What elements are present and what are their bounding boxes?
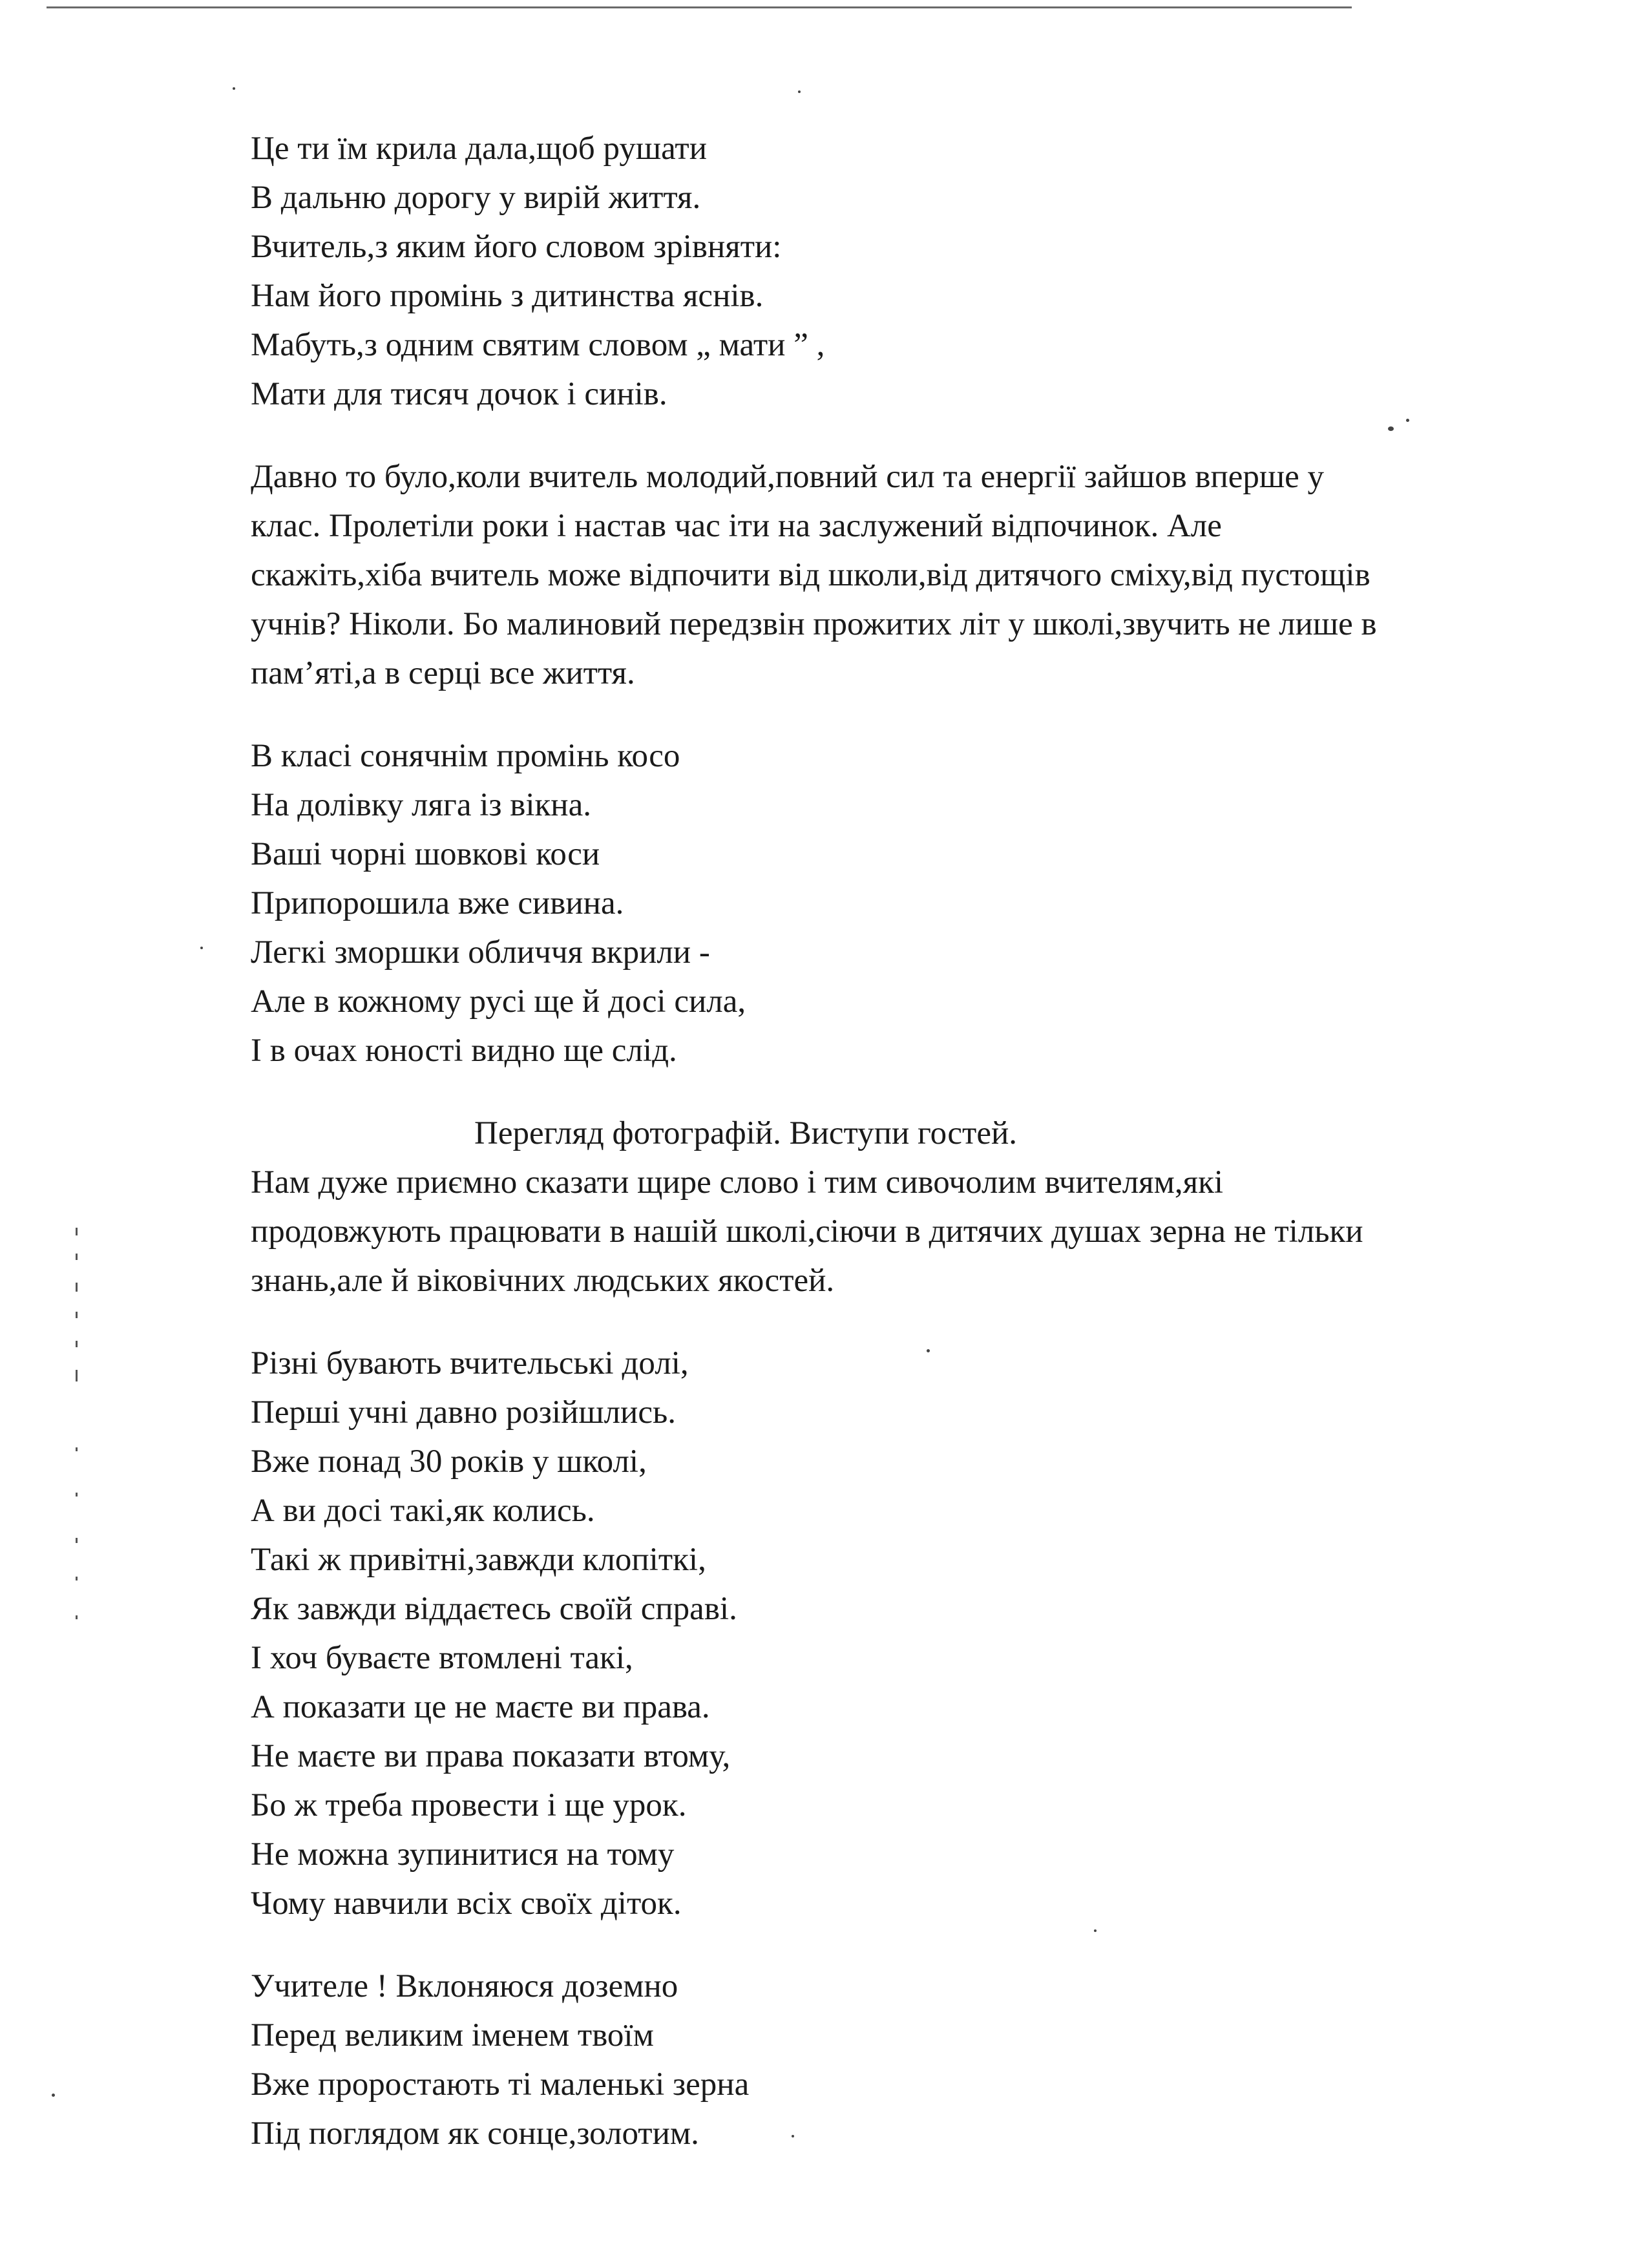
poem-line: Це ти їм крила дала,щоб рушати <box>251 131 707 167</box>
poem-stanza-3 <box>251 1339 1595 1928</box>
poem-line: Не маєте ви права показати втому, <box>251 1738 731 1774</box>
paragraph-1 <box>251 452 1595 698</box>
poem-line: І в очах юності видно ще слід. <box>251 1033 677 1069</box>
scan-margin-mark <box>76 1577 78 1580</box>
scan-margin-mark <box>76 1538 78 1543</box>
poem-line: На долівку ляга із вікна. <box>251 787 591 823</box>
paragraph-line: Давно то було,коли вчитель молодий,повний сил та енергії зайшов вперше у <box>251 459 1325 495</box>
poem-line: В класі сонячнім промінь косо <box>251 738 680 774</box>
poem-line: Але в кожному русі ще й досі сила, <box>251 983 746 1020</box>
poem-line: Під поглядом як сонце,золотим. <box>251 2116 699 2152</box>
paragraph-line: знань,але й віковічних людських якостей. <box>251 1263 835 1299</box>
poem-line: Припорошила вже сивина. <box>251 885 624 921</box>
poem-line: А показати це не маєте ви права. <box>251 1689 710 1725</box>
poem-line: Перед великим іменем твоїм <box>251 2017 654 2053</box>
poem-line: В дальню дорогу у вирій життя. <box>251 180 701 216</box>
scan-speck <box>233 87 235 90</box>
scan-margin-mark <box>76 1493 78 1496</box>
poem-stanza-2 <box>251 731 1595 1075</box>
scan-margin-mark <box>76 1370 78 1381</box>
poem-line: Ваші чорні шовкові коси <box>251 836 600 872</box>
paragraph-line: учнів? Ніколи. Бо малиновий передзвін прожитих літ у школі,звучить не лише в <box>251 606 1377 642</box>
poem-stanza-4 <box>251 1962 1595 2158</box>
poem-line: Вчитель,з яким його словом зрівняти: <box>251 229 782 265</box>
scan-margin-mark <box>76 1447 78 1451</box>
poem-line: Чому навчили всіх своїх діток. <box>251 1885 682 1922</box>
scan-speck <box>200 947 203 949</box>
poem-line: Мати для тисяч дочок і синів. <box>251 376 667 412</box>
poem-line: Бо ж треба провести і ще урок. <box>251 1787 687 1823</box>
scan-margin-mark <box>76 1254 78 1260</box>
scan-margin-mark <box>76 1341 78 1347</box>
paragraph-line: клас. Пролетіли роки і настав час іти на заслужений відпочинок. Але <box>251 508 1222 544</box>
scan-speck <box>52 2094 55 2097</box>
paragraph-line: скажіть,хіба вчитель може відпочити від школи,від дитячого сміху,від пустощів <box>251 557 1371 593</box>
scan-margin-mark <box>76 1615 78 1619</box>
poem-line: Вже проростають ті маленькі зерна <box>251 2066 750 2103</box>
paragraph-2 <box>251 1158 1595 1305</box>
poem-line: Перші учні давно розійшлись. <box>251 1394 676 1431</box>
poem-line: І хоч буваєте втомлені такі, <box>251 1640 633 1676</box>
paragraph-line: пам’яті,а в серці все життя. <box>251 655 635 691</box>
poem-line: А ви досі такі,як колись. <box>251 1493 595 1529</box>
document-body <box>251 124 1595 2158</box>
paragraph-line: продовжують працювати в нашій школі,сіючи в дитячих душах зерна не тільки <box>251 1213 1363 1250</box>
poem-line: Вже понад 30 років у школі, <box>251 1444 647 1480</box>
poem-line: Різні бувають вчительські долі, <box>251 1345 689 1381</box>
scan-margin-mark <box>76 1312 78 1318</box>
poem-line: Легкі зморшки обличчя вкрили - <box>251 934 710 971</box>
scan-margin-mark <box>76 1283 78 1292</box>
scan-top-edge-line <box>47 6 1352 8</box>
scan-margin-mark <box>76 1228 78 1235</box>
poem-line: Не можна зупинитися на тому <box>251 1836 675 1873</box>
poem-stanza-1 <box>251 124 1595 419</box>
scan-speck <box>798 90 801 93</box>
poem-line: Як завжди віддаєтесь своїй справі. <box>251 1591 737 1627</box>
poem-line: Такі ж привітні,завжди клопіткі, <box>251 1542 706 1578</box>
poem-line: Нам його промінь з дитинства яснів. <box>251 278 764 314</box>
paragraph-line: Нам дуже приємно сказати щире слово і тим сивочолим вчителям,які <box>251 1164 1224 1201</box>
section-heading: Перегляд фотографій. Виступи гостей. <box>474 1115 1018 1151</box>
poem-line: Мабуть,з одним святим словом „ мати ” , <box>251 327 825 363</box>
poem-line: Учителе ! Вклоняюся доземно <box>251 1968 678 2004</box>
